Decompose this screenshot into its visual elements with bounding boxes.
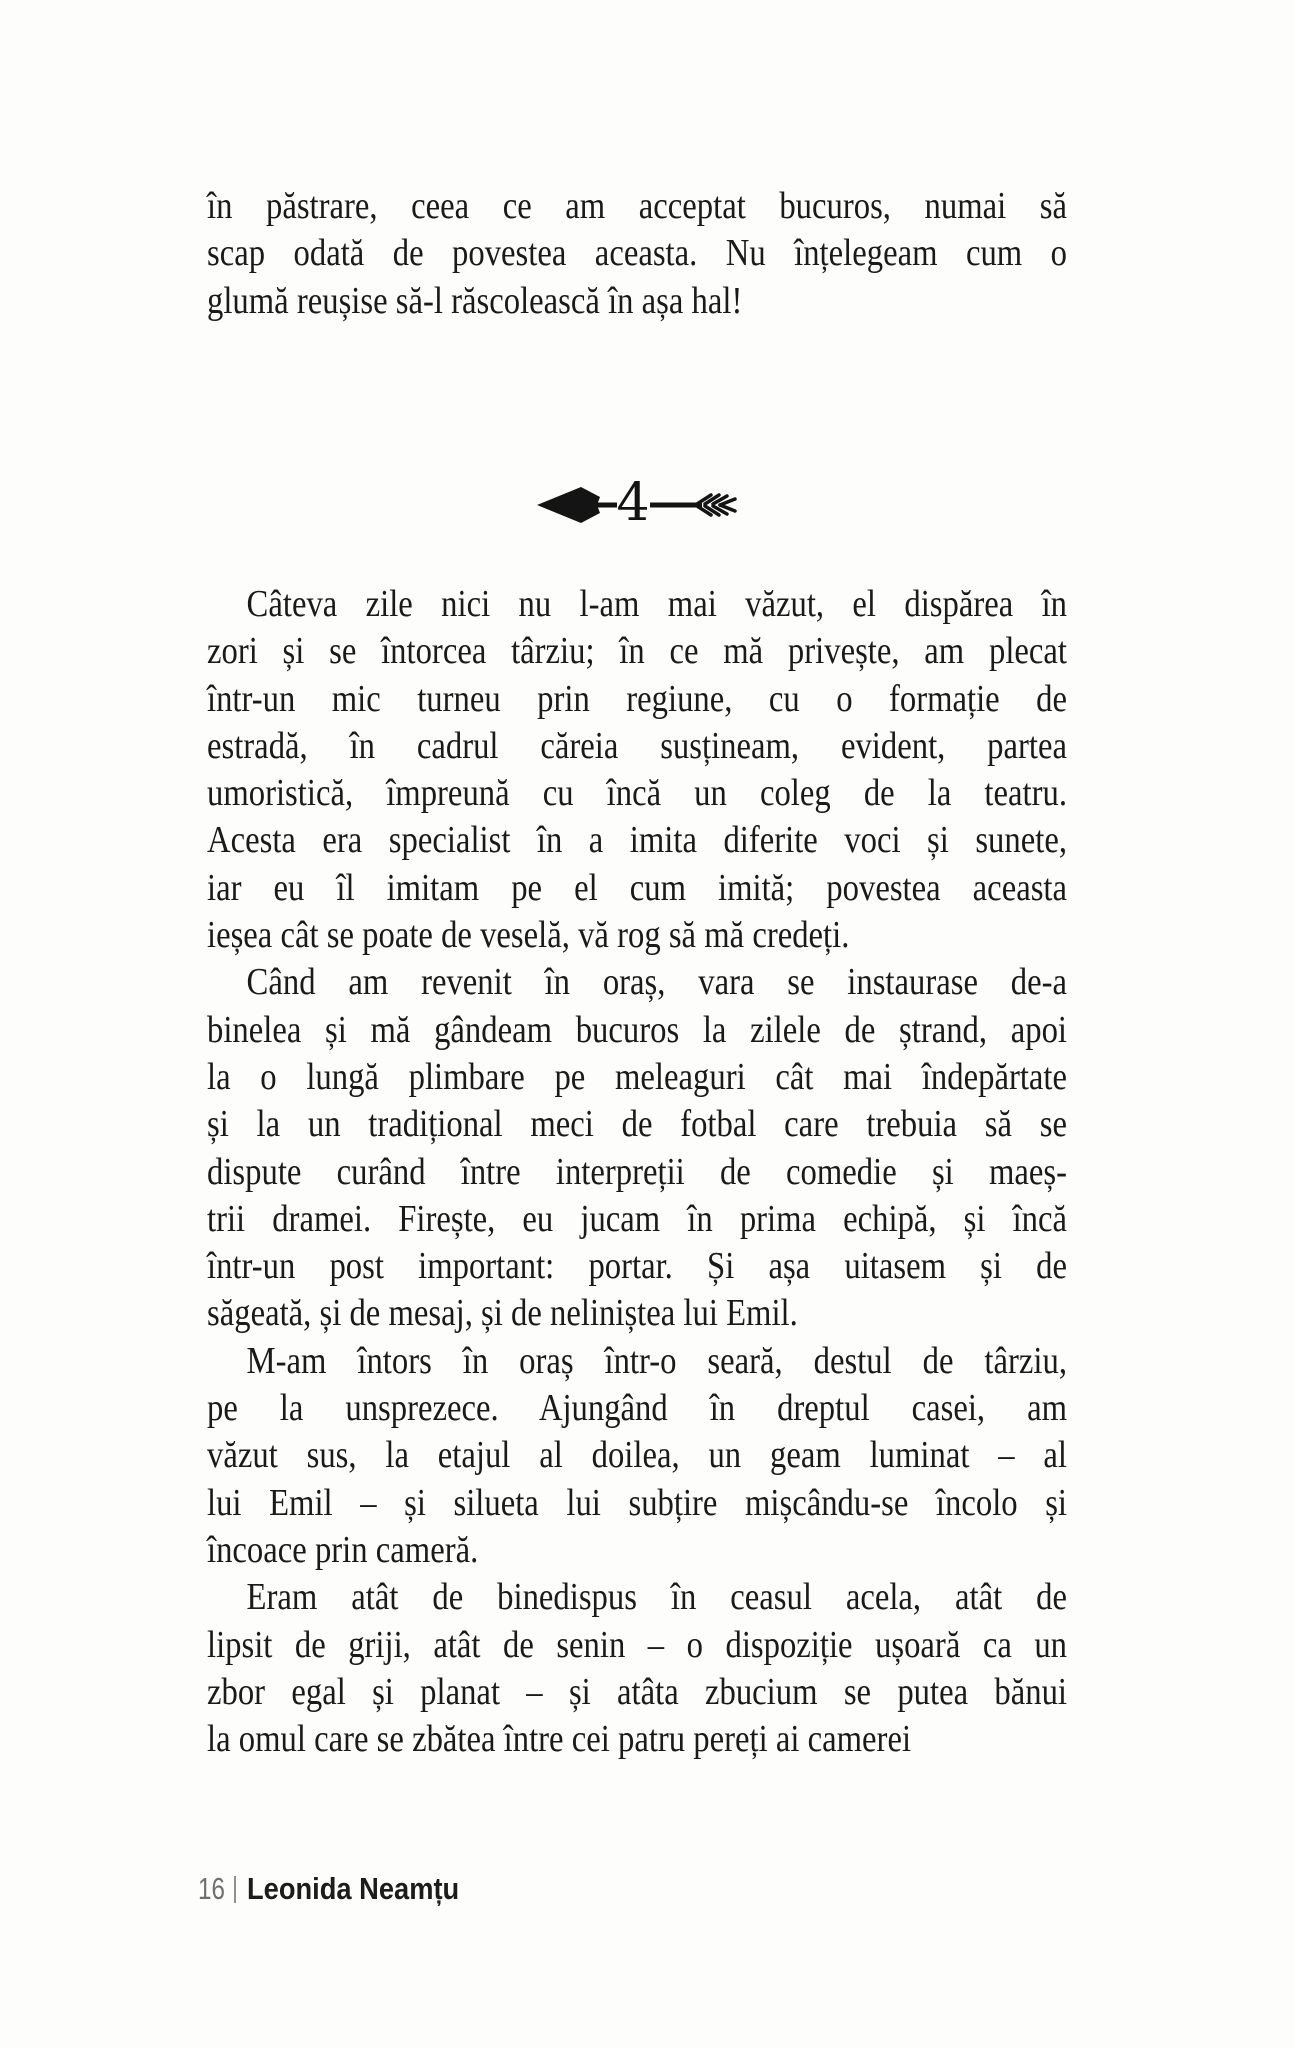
- chapter-divider: [207, 468, 1067, 542]
- page-footer: [198, 1866, 489, 1912]
- text-line: Eram atât de binedispus în ceasul acela, atât de: [246, 1576, 1067, 1619]
- text-line: lui Emil – și silueta lui subțire mișcându-se încolo și: [207, 1481, 1067, 1524]
- text-line: săgeată, și de mesaj, și de neliniștea lui Emil.: [207, 1292, 798, 1335]
- text-line: zori și se întorcea târziu; în ce mă privește, am plecat: [207, 630, 1067, 673]
- text-line: într-un post important: portar. Și așa uitasem și de: [207, 1245, 1067, 1288]
- text-line: trii dramei. Firește, eu jucam în prima echipă, și încă: [207, 1197, 1067, 1240]
- text-line: zbor egal și planat – și atâta zbucium se putea bănui: [207, 1670, 1067, 1713]
- paragraph: [207, 581, 1067, 959]
- text-line: binelea și mă gândeam bucuros la zilele de ștrand, apoi: [207, 1008, 1067, 1051]
- opening-paragraph: [207, 183, 1067, 325]
- text-line: estradă, în cadrul căreia susțineam, evident, partea: [207, 724, 1067, 767]
- text-line: scap odată de povestea aceasta. Nu înțelegeam cum o: [207, 232, 1067, 275]
- text-line: în păstrare, ceea ce am acceptat bucuros, numai să: [207, 185, 1067, 227]
- text-line: iar eu îl imitam pe el cum imită; povestea aceasta: [207, 866, 1067, 909]
- paragraph: [207, 183, 1067, 325]
- text-line: ieșea cât se poate de veselă, vă rog să mă credeți.: [207, 914, 850, 957]
- text-line: și la un tradițional meci de fotbal care trebuia să se: [207, 1103, 1067, 1146]
- footer-separator: [234, 1876, 236, 1903]
- text-line: într-un mic turneu prin regiune, cu o formație de: [207, 677, 1067, 720]
- text-line: lipsit de griji, atât de senin – o dispoziție ușoară ca un: [207, 1623, 1067, 1666]
- text-line: M-am întors în oraș într-o seară, destul de târziu,: [246, 1339, 1067, 1382]
- text-line: Acesta era specialist în a imita diferite voci și sunete,: [207, 819, 1067, 862]
- text-line: la omul care se zbătea între cei patru pereți ai camerei: [207, 1718, 912, 1761]
- text-line: la o lungă plimbare pe meleaguri cât mai îndepărtate: [207, 1055, 1067, 1098]
- text-line: pe la unsprezece. Ajungând în dreptul casei, am: [207, 1387, 1067, 1430]
- body-text: [207, 581, 1067, 1763]
- chapter-number: 4: [616, 473, 650, 533]
- paragraph: [207, 1338, 1067, 1574]
- text-line: glumă reușise să-l răscolească în așa hal!: [207, 279, 743, 322]
- page-number: 16: [198, 1871, 225, 1906]
- text-line: încoace prin cameră.: [207, 1528, 479, 1571]
- chapter-arrow-ornament: [537, 468, 737, 542]
- paragraph: [207, 1574, 1067, 1763]
- text-line: Câteva zile nici nu l-am mai văzut, el dispărea în: [246, 583, 1067, 625]
- text-line: umoristică, împreună cu încă un coleg de la teatru.: [207, 772, 1067, 815]
- paragraph: [207, 959, 1067, 1337]
- text-line: văzut sus, la etajul al doilea, un geam luminat – al: [207, 1434, 1067, 1477]
- author-name: Leonida Neamțu: [247, 1871, 460, 1906]
- text-line: Când am revenit în oraș, vara se instaurase de-a: [246, 961, 1067, 1004]
- text-line: dispute curând între interpreții de comedie și maeș-: [207, 1150, 1067, 1193]
